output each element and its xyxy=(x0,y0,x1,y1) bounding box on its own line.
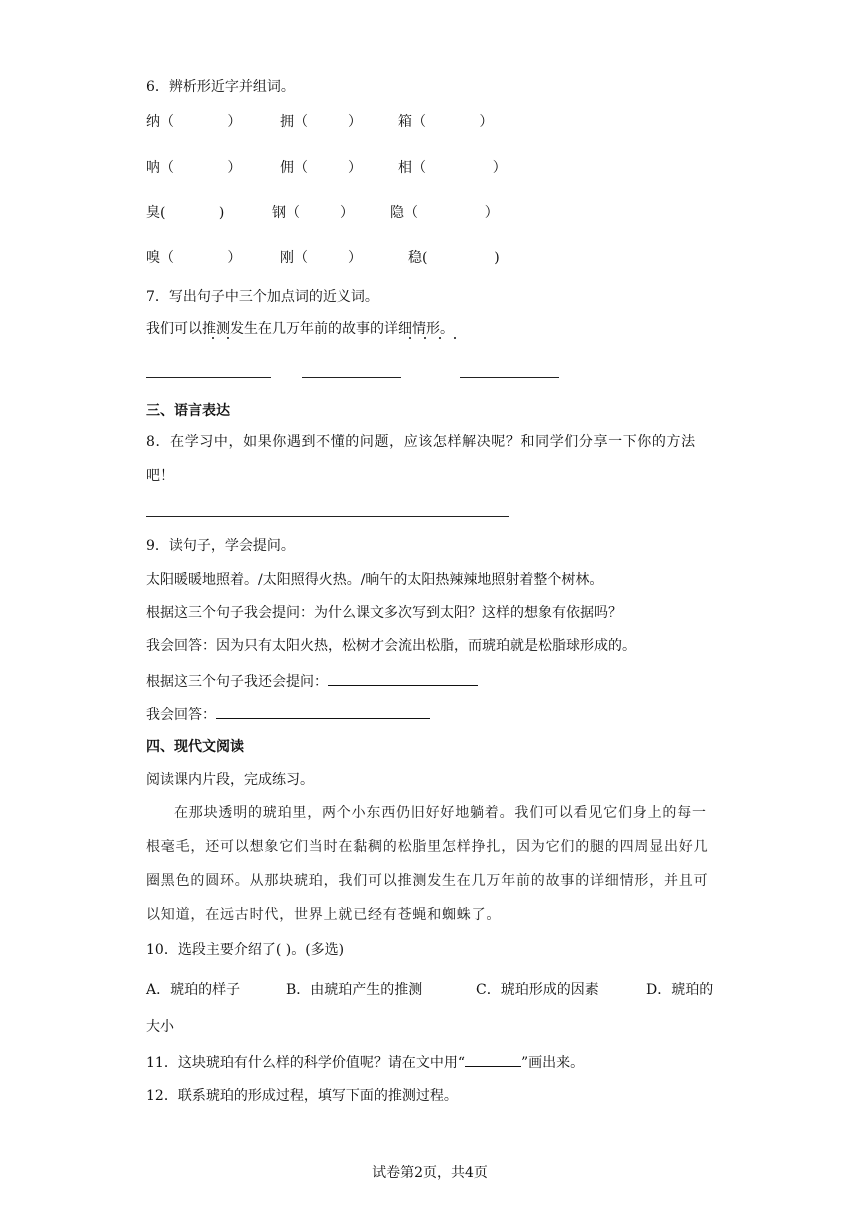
char-row-2 xyxy=(146,158,566,178)
dot-mark xyxy=(409,337,411,339)
question-8-line-2: 吧！ xyxy=(146,468,174,484)
question-11-text-end: ”画出来。 xyxy=(520,1055,585,1071)
dot-mark xyxy=(424,337,426,339)
emphasis-text: 推测 xyxy=(202,321,230,337)
question-7-sentence xyxy=(146,320,454,338)
answer-blank-3[interactable] xyxy=(460,377,559,378)
answer-line[interactable] xyxy=(216,704,430,719)
dotted-word-2: 详细 xyxy=(384,321,412,337)
char-cell: 佣（ ） xyxy=(280,160,363,176)
question-8-answer-line[interactable] xyxy=(146,516,509,517)
char-cell: 纳（ ） xyxy=(146,114,242,130)
section-4-heading: 四、现代文阅读 xyxy=(146,739,244,755)
sentence-text: 我们可以 xyxy=(146,321,202,337)
option-a[interactable]: A．琥珀的样子 xyxy=(146,982,241,998)
question-8-line-1: 8．在学习中，如果你遇到不懂的问题，应该怎样解决呢？和同学们分享一下你的方法 xyxy=(146,434,696,450)
reading-passage: 在那块透明的琥珀里，两个小东西仍旧好好地躺着。我们可以看见它们身上的每一根毫毛，还可以想象它们当时在黏稠的松脂里怎样挣扎，因为它们的腿的四周显出好几圈黑色的圆环。从那块琥珀，我们可以推测发生在几万年前的故事的详细情形，并且可以知道，在远古时代，世界上就已经有苍蝇和蜘蛛了。 xyxy=(146,805,709,923)
page-footer: 试卷第2页，共4页 xyxy=(372,1165,488,1181)
dotted-word-1 xyxy=(202,321,230,337)
dot-mark xyxy=(454,337,456,339)
question-9-example-question: 根据这三个句子我会提问：为什么课文多次写到太阳？这样的想象有依据吗？ xyxy=(146,605,622,621)
reading-intro: 阅读课内片段，完成练习。 xyxy=(146,772,314,788)
char-row-4 xyxy=(146,248,566,268)
question-9-sentences: 太阳暖暖地照着。/太阳照得火热。/晌午的太阳热辣辣地照射着整个树林。 xyxy=(146,572,604,588)
char-row-1 xyxy=(146,112,566,132)
question-9-title: 9．读句子，学会提问。 xyxy=(146,538,295,554)
question-9-example-answer: 我会回答：因为只有太阳火热，松树才会流出松脂，而琥珀就是松脂球形成的。 xyxy=(146,638,636,654)
question-9-ask xyxy=(146,671,478,691)
question-10-options xyxy=(146,980,726,1000)
char-cell: 拥（ ） xyxy=(280,114,363,130)
option-d-wrap: 大小 xyxy=(146,1019,174,1035)
question-11-text: 11．这块琥珀有什么样的科学价值呢？请在文中用“ xyxy=(146,1055,465,1071)
char-cell: 稳( ) xyxy=(408,250,500,266)
question-6-title: 6．辨析形近字并组词。 xyxy=(146,79,295,95)
ask-label: 根据这三个句子我还会提问： xyxy=(146,674,328,690)
option-c[interactable]: C．琥珀形成的因素 xyxy=(476,982,599,998)
question-7-title: 7．写出句子中三个加点词的近义词。 xyxy=(146,289,379,305)
section-3-heading: 三、语言表达 xyxy=(146,403,230,419)
question-12: 12．联系琥珀的形成过程，填写下面的推测过程。 xyxy=(146,1088,458,1104)
question-10-title: 10．选段主要介绍了( )。(多选) xyxy=(146,942,345,958)
char-cell: 箱（ ） xyxy=(398,114,494,130)
char-cell: 钢（ ） xyxy=(272,205,355,221)
char-cell: 隐（ ） xyxy=(390,205,499,221)
question-11 xyxy=(146,1054,584,1072)
question-9-answer xyxy=(146,704,430,724)
underline-marker xyxy=(465,1054,521,1067)
answer-label: 我会回答： xyxy=(146,707,216,723)
dot-mark xyxy=(227,337,229,339)
dot-mark xyxy=(212,337,214,339)
dotted-word-3: 情形 xyxy=(412,321,440,337)
answer-blank-1[interactable] xyxy=(146,377,271,378)
char-row-3 xyxy=(146,203,566,223)
answer-blank-2[interactable] xyxy=(302,377,401,378)
dot-mark xyxy=(439,337,441,339)
option-b[interactable]: B．由琥珀产生的推测 xyxy=(286,982,423,998)
sentence-text: 发生在几万年前的故事的 xyxy=(230,321,384,337)
sentence-text: 。 xyxy=(440,321,454,337)
ask-answer-line[interactable] xyxy=(328,671,478,686)
char-cell: 相（ ） xyxy=(398,160,507,176)
char-cell: 刚（ ） xyxy=(280,250,363,266)
emphasis-dots xyxy=(0,337,860,341)
char-cell: 臭( ) xyxy=(146,205,225,221)
char-cell: 呐（ ） xyxy=(146,160,242,176)
option-d[interactable]: D．琥珀的 xyxy=(646,982,714,998)
char-cell: 嗅（ ） xyxy=(146,250,242,266)
